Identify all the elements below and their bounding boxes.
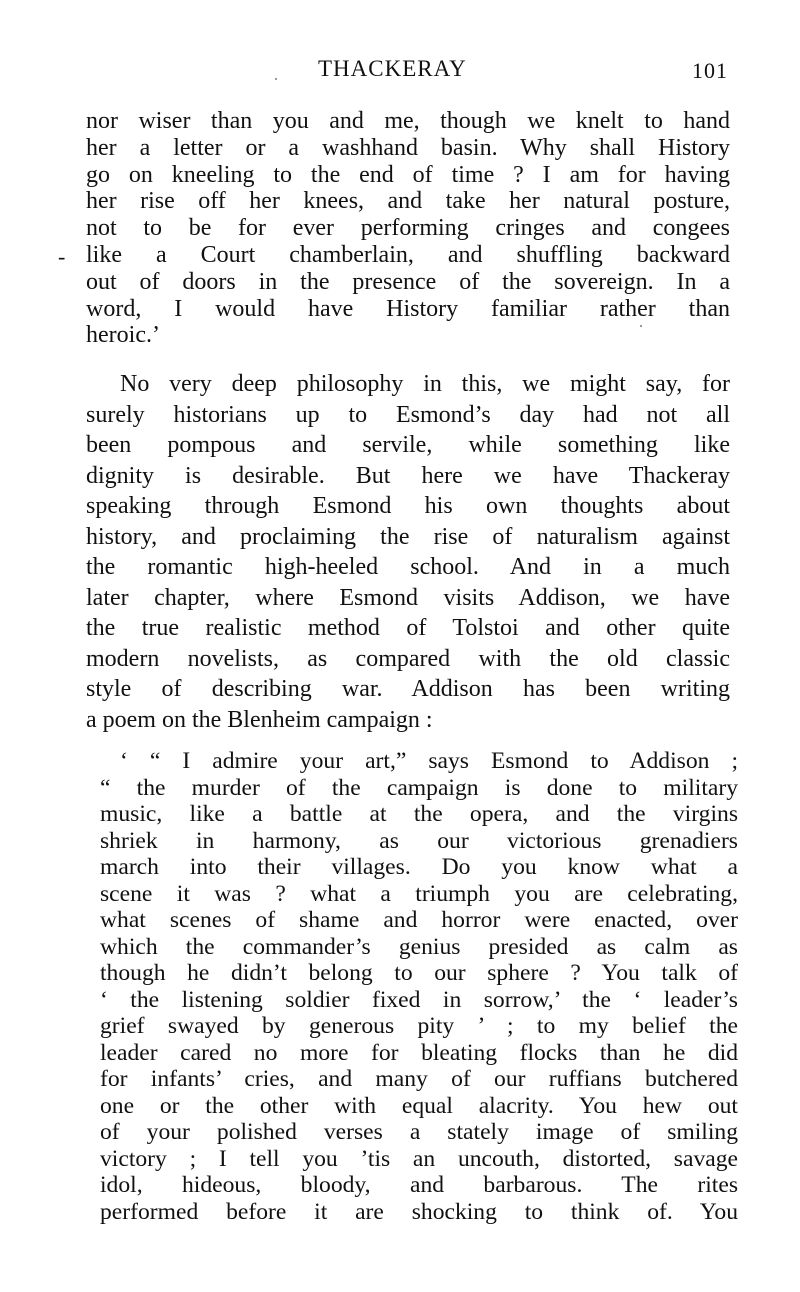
- text-line: nor wiser than you and me, though we knelt to hand: [86, 108, 730, 134]
- text-line: “ the murder of the campaign is done to military: [100, 774, 738, 801]
- text-line: idol, hideous, bloody, and barbarous. The rites: [100, 1172, 738, 1198]
- text-line: heroic.’: [86, 322, 160, 349]
- text-line: shriek in harmony, as our victorious grenadiers: [100, 827, 738, 854]
- text-line: later chapter, where Esmond visits Addison, we have: [86, 584, 730, 611]
- text-line: a poem on the Blenheim campaign :: [86, 706, 433, 733]
- text-line: go on kneeling to the end of time ? I am for having: [86, 161, 730, 188]
- text-line: though he didn’t belong to our sphere ? You talk of: [100, 960, 738, 986]
- running-title: THACKERAY: [318, 56, 467, 81]
- text-line: No very deep philosophy in this, we might say, for: [120, 371, 730, 397]
- text-line: her a letter or a washhand basin. Why shall History: [86, 134, 730, 161]
- text-line: out of doors in the presence of the sovereign. In a: [86, 268, 730, 295]
- margin-mark: -: [58, 244, 66, 269]
- text-line: music, like a battle at the opera, and the virgins: [100, 801, 738, 827]
- text-line: grief swayed by generous pity ’ ; to my belief the: [100, 1013, 738, 1039]
- text-line: ‘ “ I admire your art,” says Esmond to Addison ;: [120, 748, 738, 774]
- text-line: one or the other with equal alacrity. You hew out: [100, 1092, 738, 1119]
- text-line: modern novelists, as compared with the old classic: [86, 645, 730, 672]
- paragraph-quote-continuation: [86, 108, 730, 349]
- text-line: ‘ the listening soldier fixed in sorrow,’ the ‘ leader’s: [100, 986, 738, 1013]
- text-line: victory ; I tell you ’tis an uncouth, distorted, savage: [100, 1145, 738, 1172]
- paragraph-commentary: [86, 369, 730, 735]
- text-line: for infants’ cries, and many of our ruffians butchered: [100, 1066, 738, 1092]
- text-line: the romantic high-heeled school. And in a much: [86, 554, 730, 580]
- running-header: [0, 56, 800, 86]
- text-line: what scenes of shame and horror were enacted, over: [100, 907, 738, 933]
- text-line: march into their villages. Do you know what a: [100, 854, 738, 880]
- text-line: speaking through Esmond his own thoughts about: [86, 493, 730, 519]
- text-line: leader cared no more for bleating flocks than he did: [100, 1039, 738, 1066]
- text-line: the true realistic method of Tolstoi and other quite: [86, 615, 730, 641]
- text-line: scene it was ? what a triumph you are celebrating,: [100, 880, 738, 907]
- text-line: her rise off her knees, and take her natural posture,: [86, 188, 730, 215]
- text-line: of your polished verses a stately image of smiling: [100, 1119, 738, 1145]
- page-number: 101: [692, 58, 728, 83]
- print-speck: [275, 78, 277, 80]
- text-line: been pompous and servile, while something like: [86, 432, 730, 458]
- text-line: dignity is desirable. But here we have Thackeray: [86, 462, 730, 489]
- text-line: performed before it are shocking to think of. You: [100, 1198, 738, 1225]
- text-line: style of describing war. Addison has been writing: [86, 676, 730, 702]
- text-line: not to be for ever performing cringes and congees: [86, 215, 730, 242]
- text-line: like a Court chamberlain, and shuffling backward: [86, 241, 730, 268]
- text-line: which the commander’s genius presided as calm as: [100, 933, 738, 960]
- paragraph-block-quote: [100, 748, 738, 1225]
- text-line: history, and proclaiming the rise of naturalism against: [86, 523, 730, 550]
- text-line: surely historians up to Esmond’s day had not all: [86, 401, 730, 428]
- text-line: word, I would have History familiar rather than: [86, 295, 730, 322]
